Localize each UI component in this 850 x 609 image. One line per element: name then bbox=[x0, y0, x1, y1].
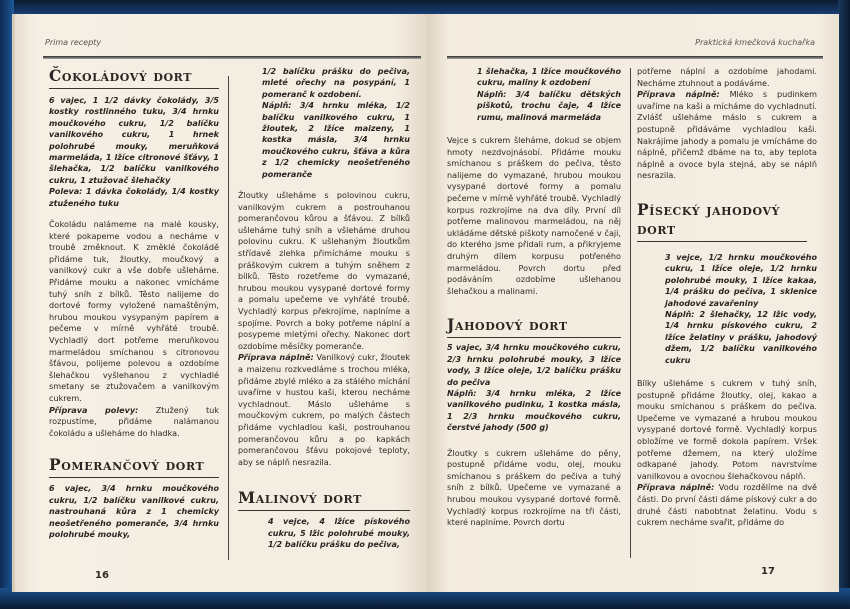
preparation-text: Ztužený tuk rozpustíme, přidáme nalámanou čokoládu a ušleháme do hladka. bbox=[49, 404, 219, 438]
running-head: Praktická kmečková kuchařka bbox=[695, 38, 815, 47]
method-text: Vejce s cukrem šleháme, dokud se objem hmoty nezdvojnásobí. Přidáme mouku smíchanou s práškem do pečiva, těsto nalijeme do vymazané, hrubou moukou vysypané dortové formy a pomalu pečeme v mírně vyhřáté troubě. Vychladlý korpus rozkrojíme na dva díly. První díl potřeme malinovou marmeládou, na něj ukládáme dětské piškoty namočené v čaji, do kterého jsme přidali rum, a přikryjeme druhým dílem korpusu potřeného marmeládou. Povrch dortu před podáváním ozdobíme ušlehanou šlehačkou a malinami. bbox=[447, 135, 621, 296]
recipe-title-jahodovy: Jahodový dort bbox=[447, 315, 621, 338]
preparation-paragraph bbox=[238, 352, 410, 468]
ingredients-filling: Náplň: 3/4 hrnku mléka, 1/2 balíčku vanilkového cukru, 1 žloutek, 2 lžíce maizeny, 1 kostka másla, 3/4 hrnku moučkového cukru, šťáva a kůra z 1/2 chemicky neošetřeného pomeranče bbox=[262, 101, 410, 179]
recipe-title-pisecky: Písecký jahodový dort bbox=[637, 200, 807, 242]
method-text: Bílky ušleháme s cukrem v tuhý sníh, postupně přidáme žloutky, olej, kakao a mouku smíchanou s práškem do pečiva. Upečeme ve vymazané a hrubou moukou vysypané dortové formě. Vychladlý korpus obložíme ve formě dokola papírem. Vršek potřeme džemem, na který uložíme odkapané jahody. Potom navrstvíme vanilkovou a ovocnou šlehačkovou náplň. bbox=[637, 378, 817, 481]
ingredients-filling: Náplň: 3/4 hrnku mléka, 2 lžíce vanilkového pudinku, 1 kostka másla, 1 2/3 hrnku moučkového cukru, čerstvé jahody (500 g) bbox=[447, 388, 621, 433]
ingredients: 4 vejce, 4 lžíce pískového cukru, 5 lžic polohrubé mouky, 1/2 balíčku prášku do pečiva, bbox=[268, 517, 410, 550]
preparation-text: Vodu rozdělíme na dvě části. Do první části dáme pískový cukr a do druhé části nabobtnat želatinu. Vodu s cukrem necháme svařit, přidáme do bbox=[637, 482, 817, 528]
column-divider bbox=[630, 68, 631, 558]
right-page bbox=[427, 14, 839, 592]
ingredients-filling: Náplň: 3/4 balíčku dětských piškotů, trochu čaje, 4 lžíce rumu, malinová marmeláda bbox=[477, 89, 621, 122]
recipe-title-malinovy: Malinový dort bbox=[238, 488, 410, 511]
ingredients: 3 vejce, 1/2 hrnku moučkového cukru, 1 lžíce oleje, 1/2 hrnku polohrubé mouky, 1 lžíce kakaa, 1/4 prášku do pečiva, 1 sklenice jahodové zavařeniny bbox=[665, 252, 817, 308]
preparation-paragraph bbox=[49, 405, 219, 440]
header-rule bbox=[43, 56, 421, 59]
ingredients-continued: 1 šlehačka, 1 lžíce moučkového cukru, maliny k ozdobení bbox=[477, 67, 621, 88]
ingredients-filling: Náplň: 2 šlehačky, 12 lžic vody, 1/4 hrnku pískového cukru, 2 lžíce želatiny v prášku, jahodový džem, 1/2 balíčku vanilkového cukru bbox=[665, 309, 817, 365]
page-number: 17 bbox=[761, 566, 775, 577]
right-column-1 bbox=[447, 66, 621, 529]
ingredients-continued: 1/2 balíčku prášku do pečiva, mleté ořechy na posypání, 1 pomeranč k ozdobení. bbox=[262, 67, 410, 99]
preparation-text: Vanilkový cukr, žloutek a maizenu rozkvedláme s trochou mléka, přidáme zbylé mléko a za stálého míchání uvaříme v hustou kaši, kterou necháme vychladnout. Máslo ušleháme s moučkovým cukrem, po malých částech přidáme vychladlou kaši, postrouhanou pomerančovou kůru a po kapkách pomerančovou šťávu pokojové teploty, aby se náplň nesrazila. bbox=[238, 352, 410, 467]
book-cover-right bbox=[838, 0, 850, 609]
right-column-2 bbox=[637, 66, 817, 529]
left-column-1 bbox=[49, 66, 219, 540]
left-page bbox=[12, 14, 429, 592]
preparation-text: Mléko s pudinkem uvaříme na kaši a mícháme do vychladnutí. Zvlášť ušleháme máslo s cukrem a postupně přidáváme vychladlou kaši. Nakrájíme jahody a pomalu je vmícháme do náplně, přičemž dbáme na to, aby teplota náplně a ovoce byla stejná, aby se náplň nesrazila. bbox=[637, 89, 817, 181]
ingredients-glaze: Poleva: 1 dávka čokolády, 1/4 kostky ztuženého tuku bbox=[49, 187, 219, 208]
recipe-title-pomerancovy: Pomerančový dort bbox=[49, 455, 219, 478]
method-continued: potřeme náplní a ozdobíme jahodami. Necháme ztuhnout a podáváme. bbox=[637, 66, 817, 88]
header-rule bbox=[447, 56, 823, 59]
preparation-label: Příprava polevy: bbox=[49, 404, 139, 415]
column-divider bbox=[228, 76, 229, 560]
preparation-label: Příprava náplně: bbox=[637, 89, 720, 100]
ingredients: 6 vajec, 1 1/2 dávky čokolády, 3/5 kostky rostlinného tuku, 3/4 hrnku moučkového cukru, 1/2 balíčku vanilkového cukru, 1 hrnek polohrubé mouky, meruňková marmeláda, 1 lžíce citronové šťávy, 1 šlehačka, 1/2 balíčku vanilkového cukru, 1 ztužovač šlehačky bbox=[49, 96, 219, 185]
preparation-label: Příprava náplně: bbox=[238, 352, 314, 363]
method-text: Žloutky ušleháme s polovinou cukru, vanilkovým cukrem a postrouhanou pomerančovou kůrou a šťávou. Z bílků ušleháme tuhý sníh a všleháme druhou polovinu cukru. K ušlehaným žloutkům střídavě zlehka přimícháme mouku s práškovým cukrem a tuhým sněhem z bílků. Těsto rozetřeme do vymazané, hrubou moukou vysypané dortové formy a pomalu upečeme ve vyhřáté troubě. Vychladlý korpus překrojíme, naplníme a spojíme. Povrch a boky potřeme náplní a posypeme mletými ořechy. Nakonec dort ozdobíme měsíčky pomeranče. bbox=[238, 190, 410, 351]
left-column-2 bbox=[238, 66, 410, 551]
preparation-paragraph bbox=[637, 482, 817, 528]
ingredients: 5 vajec, 3/4 hrnku moučkového cukru, 2/3 hrnku polohrubé mouky, 3 lžíce vody, 3 lžíce oleje, 1/2 balíčku prášku do pečiva bbox=[447, 343, 621, 387]
method-text: Žloutky s cukrem ušleháme do pěny, postupně přidáme vodu, olej, mouku smíchanou s práškem do pečiva a tuhý sníh z bílků. Upečeme ve vymazané a hrubou moukou vysypané dortové formě. Vychladlý korpus rozkrojíme na tři části, které naplníme. Povrch dortu bbox=[447, 447, 621, 528]
page-number: 16 bbox=[95, 570, 109, 581]
preparation-paragraph bbox=[637, 89, 817, 182]
method-text: Čokoládu nalámeme na malé kousky, které pokapeme vodou a necháme v troubě změknout. K změklé čokoládě přidáme tuk, žloutky, moučkový a vanilkový cukr a vše dobře ušleháme. Přidáme mouku a nakonec vmícháme tuhý sníh z bílků. Těsto nalijeme do dortové formy vyložené namaštěným, hrubou moukou vysypaným papírem a pečeme v mírně vyhřáté troubě. Vychladlý dort potřeme meruňkovou marmeládou smíchanou s citronovou šťávou, polijeme polevou a ozdobíme šlehačkou vyšlehanou z vychladlé smetany se ztužovačem a vanilkovým cukrem. bbox=[49, 219, 219, 403]
preparation-label: Příprava náplně: bbox=[637, 482, 715, 493]
ingredients: 6 vajec, 3/4 hrnku moučkového cukru, 1/2 balíčku vanilkové cukru, nastrouhaná kůra z 1 chemicky neošetřeného pomeranče, 3/4 hrnku polohrubé mouky, bbox=[49, 484, 219, 539]
recipe-title-cokoladovy: Čokoládový dort bbox=[49, 66, 219, 89]
running-head: Prima recepty bbox=[45, 38, 102, 47]
